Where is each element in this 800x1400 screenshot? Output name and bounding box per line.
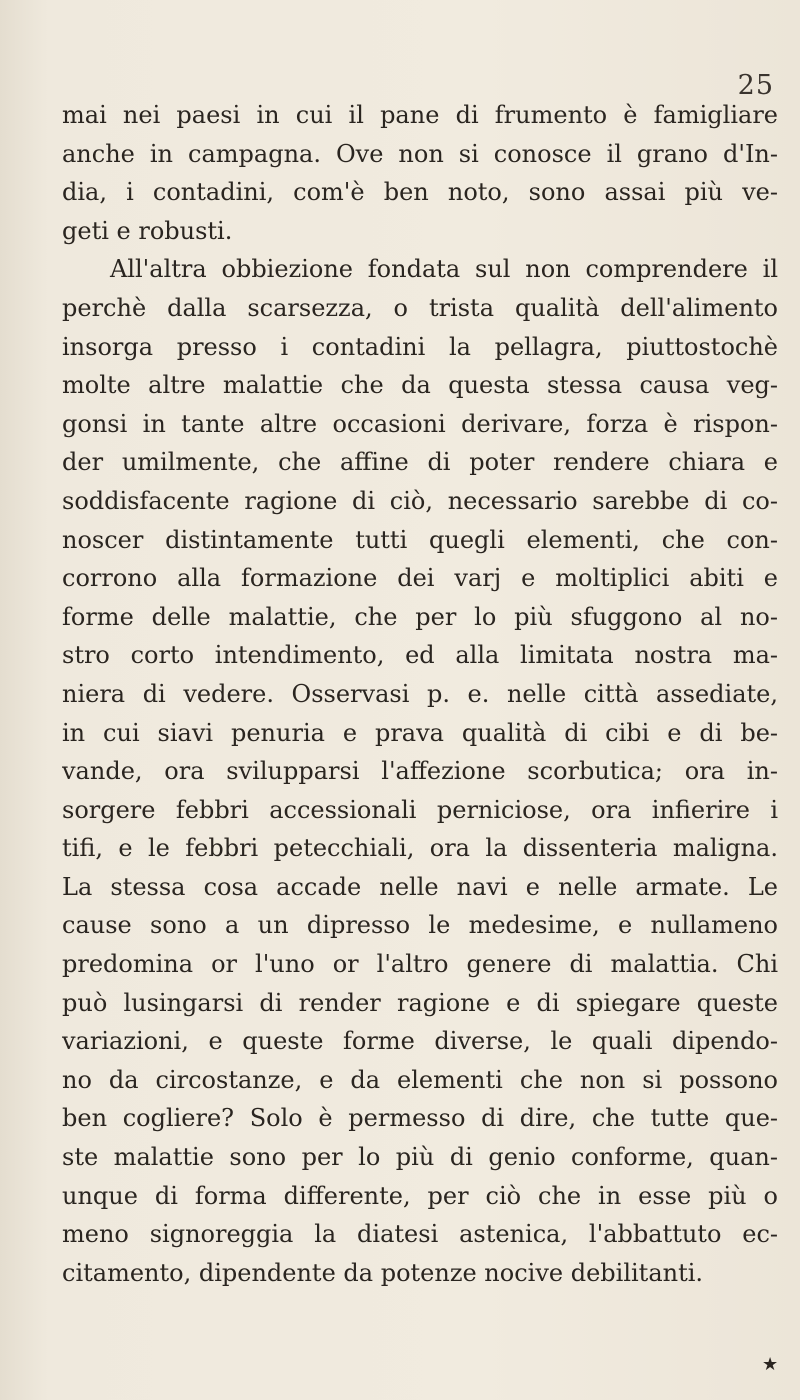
text-line: ste malattie sono per lo più di genio conforme, quan- — [62, 1143, 778, 1172]
text-line: gonsi in tante altre occasioni derivare, forza è rispon- — [62, 409, 778, 438]
text-line: predomina or l'uno or l'altro genere di malattia. Chi — [62, 950, 778, 979]
text-line: dia, i contadini, com'è ben noto, sono assai più ve- — [62, 178, 778, 207]
text-line: soddisfacente ragione di ciò, necessario sarebbe di co- — [62, 486, 778, 515]
text-line: der umilmente, che affine di poter rendere chiara e — [62, 448, 778, 477]
text-line: tifi, e le febbri petecchiali, ora la dissenteria maligna. — [62, 834, 778, 863]
text-line: vande, ora svilupparsi l'affezione scorbutica; ora in- — [62, 757, 778, 786]
text-line: perchè dalla scarsezza, o trista qualità dell'alimento — [62, 293, 778, 322]
text-line: corrono alla formazione dei varj e moltiplici abiti e — [62, 564, 778, 593]
text-line: insorga presso i contadini la pellagra, piuttostochè — [62, 332, 778, 361]
text-line: All'altra obbiezione fondata sul non comprendere il — [110, 255, 778, 284]
text-line: meno signoreggia la diatesi astenica, l'abbattuto ec- — [62, 1220, 778, 1249]
text-line: noscer distintamente tutti quegli elementi, che con- — [62, 525, 778, 554]
text-line: citamento, dipendente da potenze nocive debilitanti. — [62, 1258, 704, 1287]
text-line: La stessa cosa accade nelle navi e nelle armate. Le — [62, 872, 778, 901]
text-line: stro corto intendimento, ed alla limitata nostra ma- — [62, 641, 778, 670]
text-line: forme delle malattie, che per lo più sfuggono al no- — [62, 602, 778, 631]
text-line: niera di vedere. Osservasi p. e. nelle città assediate, — [62, 679, 778, 708]
text-line: ben cogliere? Solo è permesso di dire, che tutte que- — [62, 1104, 778, 1133]
text-line: può lusingarsi di render ragione e di spiegare queste — [62, 988, 778, 1017]
text-line: cause sono a un dipresso le medesime, e nullameno — [62, 911, 778, 940]
page-number: 25 — [737, 70, 774, 101]
text-line: no da circostanze, e da elementi che non si possono — [62, 1065, 778, 1094]
text-line: in cui siavi penuria e prava qualità di cibi e di be- — [62, 718, 778, 747]
body-text — [62, 96, 778, 1292]
text-line: geti e robusti. — [62, 216, 233, 245]
text-line: sorgere febbri accessionali perniciose, ora infierire i — [62, 795, 778, 824]
text-line: molte altre malattie che da questa stessa causa veg- — [62, 371, 778, 400]
text-line: mai nei paesi in cui il pane di frumento è famigliare — [62, 101, 778, 129]
text-line: anche in campagna. Ove non si conosce il grano d'In- — [62, 139, 778, 168]
text-line: variazioni, e queste forme diverse, le quali dipendo- — [62, 1027, 778, 1056]
signature-mark: ★ — [762, 1354, 779, 1375]
text-line: unque di forma differente, per ciò che in esse più o — [62, 1181, 778, 1210]
